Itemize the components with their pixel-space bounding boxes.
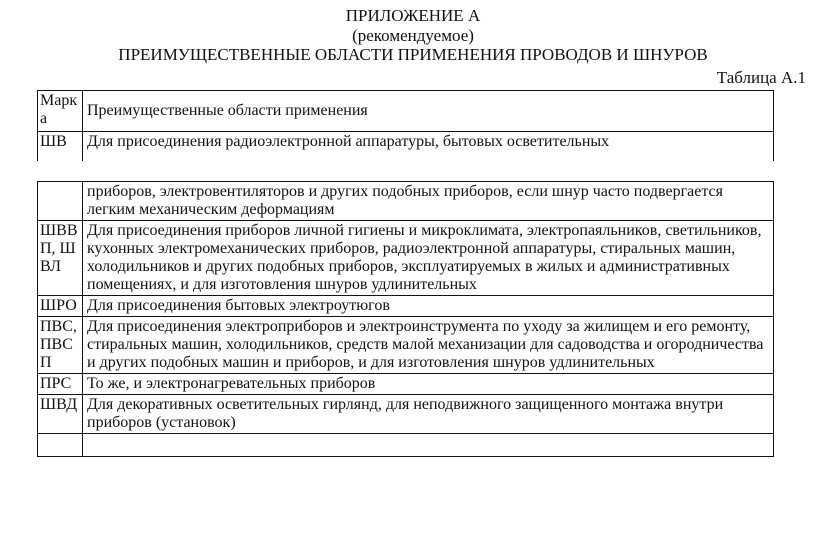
row-application: приборов, электровентиляторов и других подобных приборов, если шнур часто подвергается легким механическим деформациям bbox=[83, 182, 774, 221]
table-row bbox=[38, 296, 774, 317]
table-row bbox=[38, 317, 774, 374]
table-row bbox=[38, 395, 774, 434]
row-mark: ШВВП, ШВЛ bbox=[38, 221, 83, 296]
table-row bbox=[38, 182, 774, 221]
appendix-title: ПРЕИМУЩЕСТВЕННЫЕ ОБЛАСТИ ПРИМЕНЕНИЯ ПРОВОДОВ И ШНУРОВ bbox=[118, 45, 708, 64]
row-application: Для присоединения бытовых электроутюгов bbox=[83, 296, 774, 317]
row-mark: ПРС bbox=[38, 374, 83, 395]
row-application: То же, и электронагревательных приборов bbox=[83, 374, 774, 395]
appendix-type: (рекомендуемое) bbox=[352, 26, 474, 45]
row-application bbox=[83, 434, 774, 457]
row-application: Для декоративных осветительных гирлянд, для неподвижного защищенного монтажа внутри приборов (установок) bbox=[83, 395, 774, 434]
table-row-cut bbox=[38, 434, 774, 457]
table-row bbox=[38, 132, 774, 162]
row-mark: ШВ bbox=[38, 132, 83, 162]
table-part-1 bbox=[0, 90, 826, 161]
row-mark: ШВД bbox=[38, 395, 83, 434]
table-row bbox=[38, 374, 774, 395]
row-mark: ПВС, ПВСП bbox=[38, 317, 83, 374]
applications-table-continued bbox=[37, 181, 774, 457]
table-part-2 bbox=[0, 181, 826, 545]
row-application: Для присоединения радиоэлектронной аппаратуры, бытовых осветительных bbox=[83, 132, 774, 162]
row-application: Для присоединения приборов личной гигиены и микроклимата, электропаяльников, светильников, кухонных электромеханических приборов, радиоэлектронной аппаратуры, стиральных машин, холодильников и других подобных приборов, эксплуатируемых в жилых и административных помещениях, и для изготовления шнуров удлинительных bbox=[83, 221, 774, 296]
row-mark bbox=[38, 182, 83, 221]
table-header-row bbox=[38, 91, 774, 132]
appendix-label: ПРИЛОЖЕНИЕ А bbox=[345, 6, 481, 25]
header-application: Преимущественные области применения bbox=[83, 91, 774, 132]
row-application: Для присоединения электроприборов и электроинструмента по уходу за жилищем и его ремонту, стиральных машин, холодильников, средств малой механизации для садоводства и огородничества и других подобных машин и приборов, и для изготовления шнуров удлинительных bbox=[83, 317, 774, 374]
row-mark: ШРО bbox=[38, 296, 83, 317]
row-mark bbox=[38, 434, 83, 457]
table-row bbox=[38, 221, 774, 296]
header-mark: Марка bbox=[38, 91, 83, 132]
applications-table-top bbox=[37, 90, 774, 161]
table-number: Таблица А.1 bbox=[716, 68, 806, 87]
